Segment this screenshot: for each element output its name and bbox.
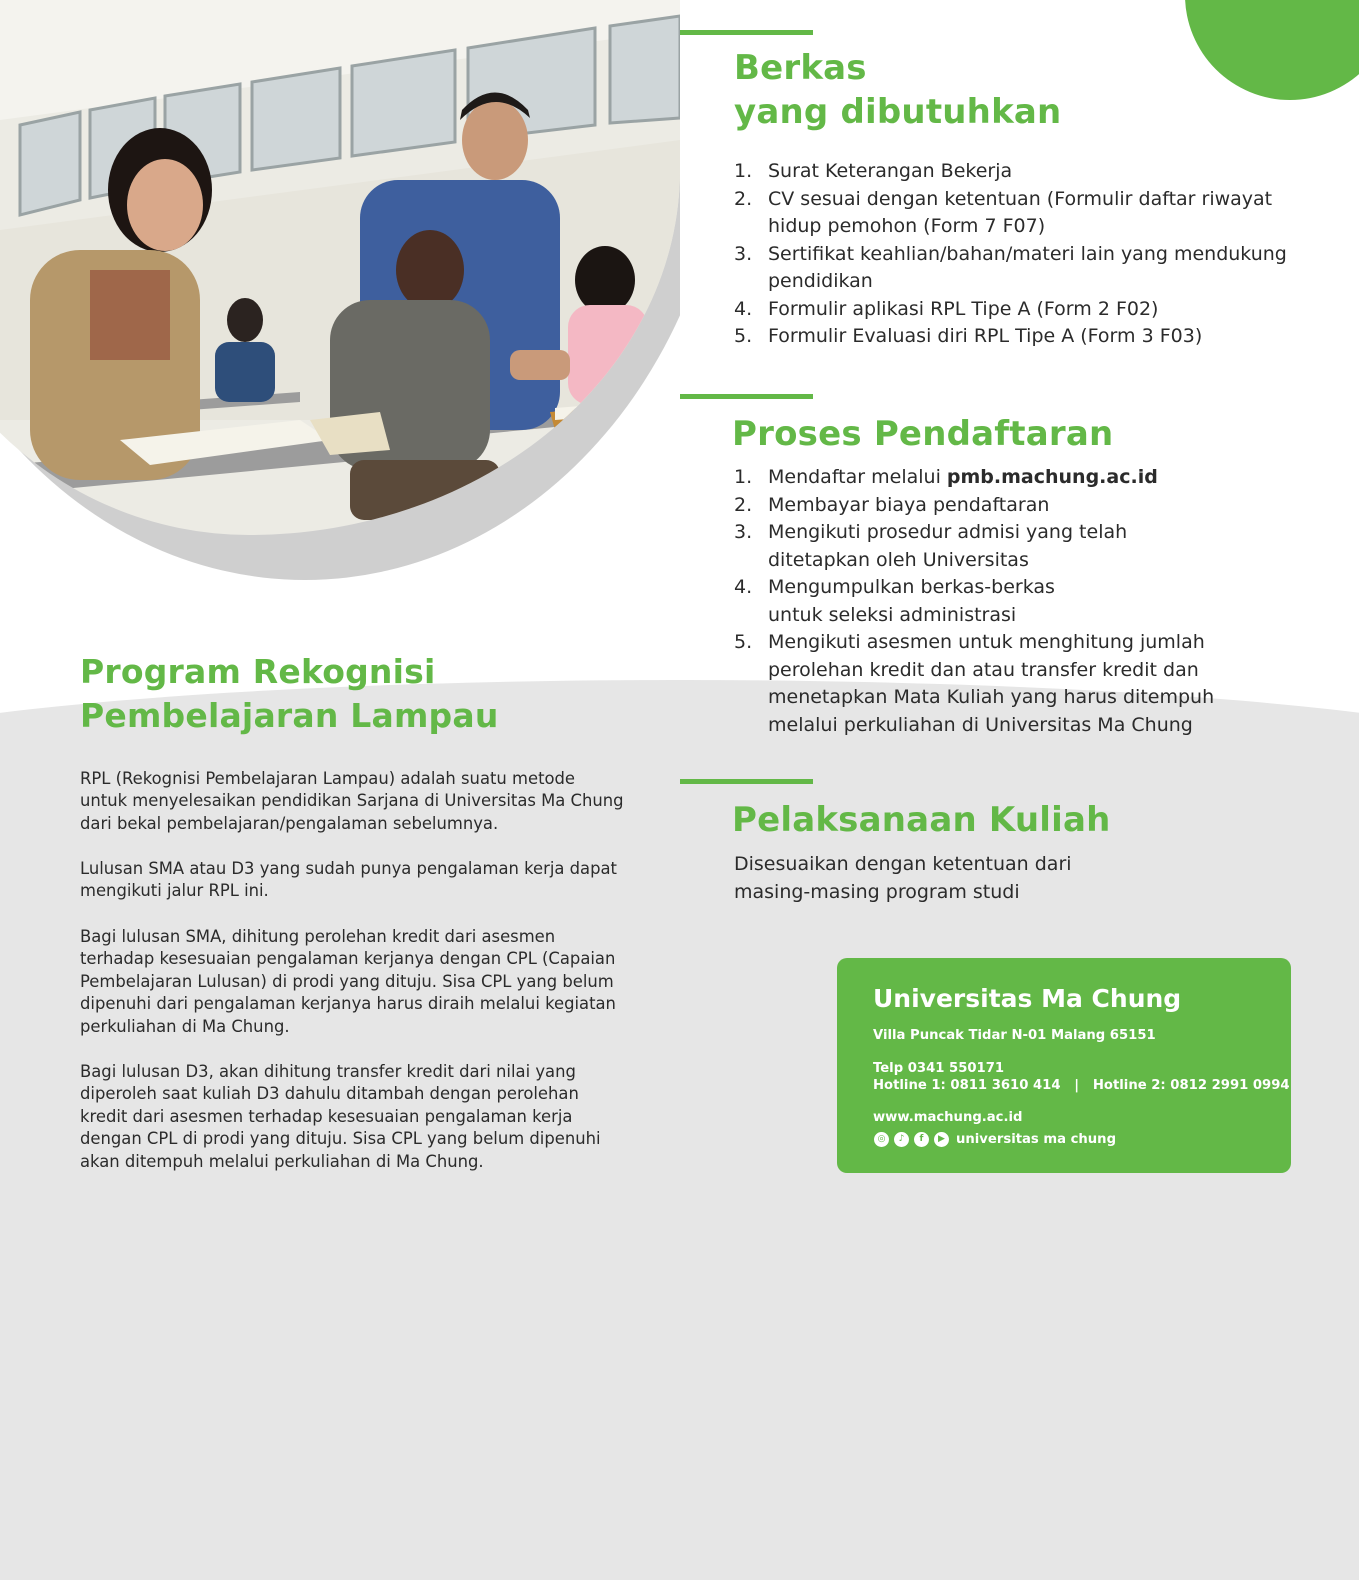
pelaksanaan-text: Disesuaikan dengan ketentuan dari masing-masing program studi	[734, 853, 1072, 903]
list-item: 2. Membayar biaya pendaftaran	[734, 493, 1050, 516]
social-handle: universitas ma chung	[956, 1132, 1117, 1147]
list-item: 2. CV sesuai dengan ketentuan (Formulir daftar riwayat hidup pemohon (Form 7 F07)	[734, 187, 1273, 237]
proses-title: Proses Pendaftaran	[732, 414, 1114, 454]
website-link[interactable]: www.machung.ac.id	[873, 1110, 1023, 1125]
list-item: 3. Mengikuti prosedur admisi yang telah ditetapkan oleh Universitas	[734, 521, 1128, 571]
section-rule-proses	[680, 394, 813, 399]
proses-list	[734, 464, 1334, 739]
hotlines: Hotline 1: 0811 3610 414 | Hotline 2: 0812 2991 0994	[873, 1078, 1290, 1093]
youtube-icon[interactable]: ▶	[934, 1132, 949, 1147]
program-paragraph-4: Bagi lulusan D3, akan dihitung transfer kredit dari nilai yang diperoleh saat kuliah D3 dahulu ditambah dengan perolehan kredit dari asesmen terhadap kesesuaian pengalaman kerja dengan CPL di prodi yang dituju. Sisa CPL yang belum dipenuhi akan ditempuh melalui perkuliahan di Ma Chung.	[80, 1062, 601, 1171]
program-paragraph-1: RPL (Rekognisi Pembelajaran Lampau) adalah suatu metode untuk menyelesaikan pendidikan Sarjana di Universitas Ma Chung dari bekal pembelajaran/pengalaman sebelumnya.	[80, 769, 624, 833]
instagram-icon[interactable]: ◎	[874, 1132, 889, 1147]
program-title: Program Rekognisi Pembelajaran Lampau	[80, 652, 499, 735]
section-rule-berkas	[680, 30, 813, 35]
address: Villa Puncak Tidar N-01 Malang 65151	[873, 1028, 1156, 1043]
list-item: 1. Mendaftar melalui pmb.machung.ac.id	[734, 466, 1158, 488]
university-name: Universitas Ma Chung	[873, 984, 1182, 1013]
list-item: 4. Formulir aplikasi RPL Tipe A (Form 2 F02)	[734, 297, 1159, 320]
list-item: 3. Sertifikat keahlian/bahan/materi lain yang mendukung pendidikan	[734, 242, 1287, 292]
facebook-icon[interactable]: f	[914, 1132, 929, 1147]
berkas-title-line1: Berkas	[734, 48, 867, 88]
classroom-photo-area	[0, 0, 680, 585]
tiktok-icon[interactable]: ♪	[894, 1132, 909, 1147]
list-item: 5. Formulir Evaluasi diri RPL Tipe A (Form 3 F03)	[734, 325, 1203, 347]
photo-clip	[0, 0, 680, 535]
contact-card	[837, 958, 1291, 1173]
classroom-photo	[0, 0, 680, 535]
program-paragraph-3: Bagi lulusan SMA, dihitung perolehan kredit dari asesmen terhadap kesesuaian pengalaman kerjanya dengan CPL (Capaian Pembelajaran Lulusan) di prodi yang dituju. Sisa CPL yang belum dipenuhi dari pengalaman kerjanya harus diraih melalui kegiatan perkuliahan di Ma Chung.	[80, 927, 616, 1036]
pmb-link[interactable]: pmb.machung.ac.id	[946, 466, 1158, 488]
berkas-list	[734, 158, 1334, 351]
list-item: 1. Surat Keterangan Bekerja	[734, 160, 1013, 182]
section-rule-pelaksanaan	[680, 779, 813, 784]
berkas-title	[734, 46, 1061, 134]
list-item: 5. Mengikuti asesmen untuk menghitung jumlah perolehan kredit dan atau transfer kredit dan menetapkan Mata Kuliah yang harus ditempuh melalui perkuliahan di Universitas Ma Chung	[734, 631, 1215, 736]
decorative-green-circle	[1185, 0, 1359, 100]
telephone: Telp 0341 550171	[873, 1061, 1005, 1076]
pelaksanaan-title: Pelaksanaan Kuliah	[732, 800, 1111, 840]
program-paragraph-2: Lulusan SMA atau D3 yang sudah punya pengalaman kerja dapat mengikuti jalur RPL ini.	[80, 859, 617, 901]
berkas-title-line2: yang dibutuhkan	[734, 92, 1062, 132]
list-item: 4. Mengumpulkan berkas-berkas untuk seleksi administrasi	[734, 576, 1055, 626]
